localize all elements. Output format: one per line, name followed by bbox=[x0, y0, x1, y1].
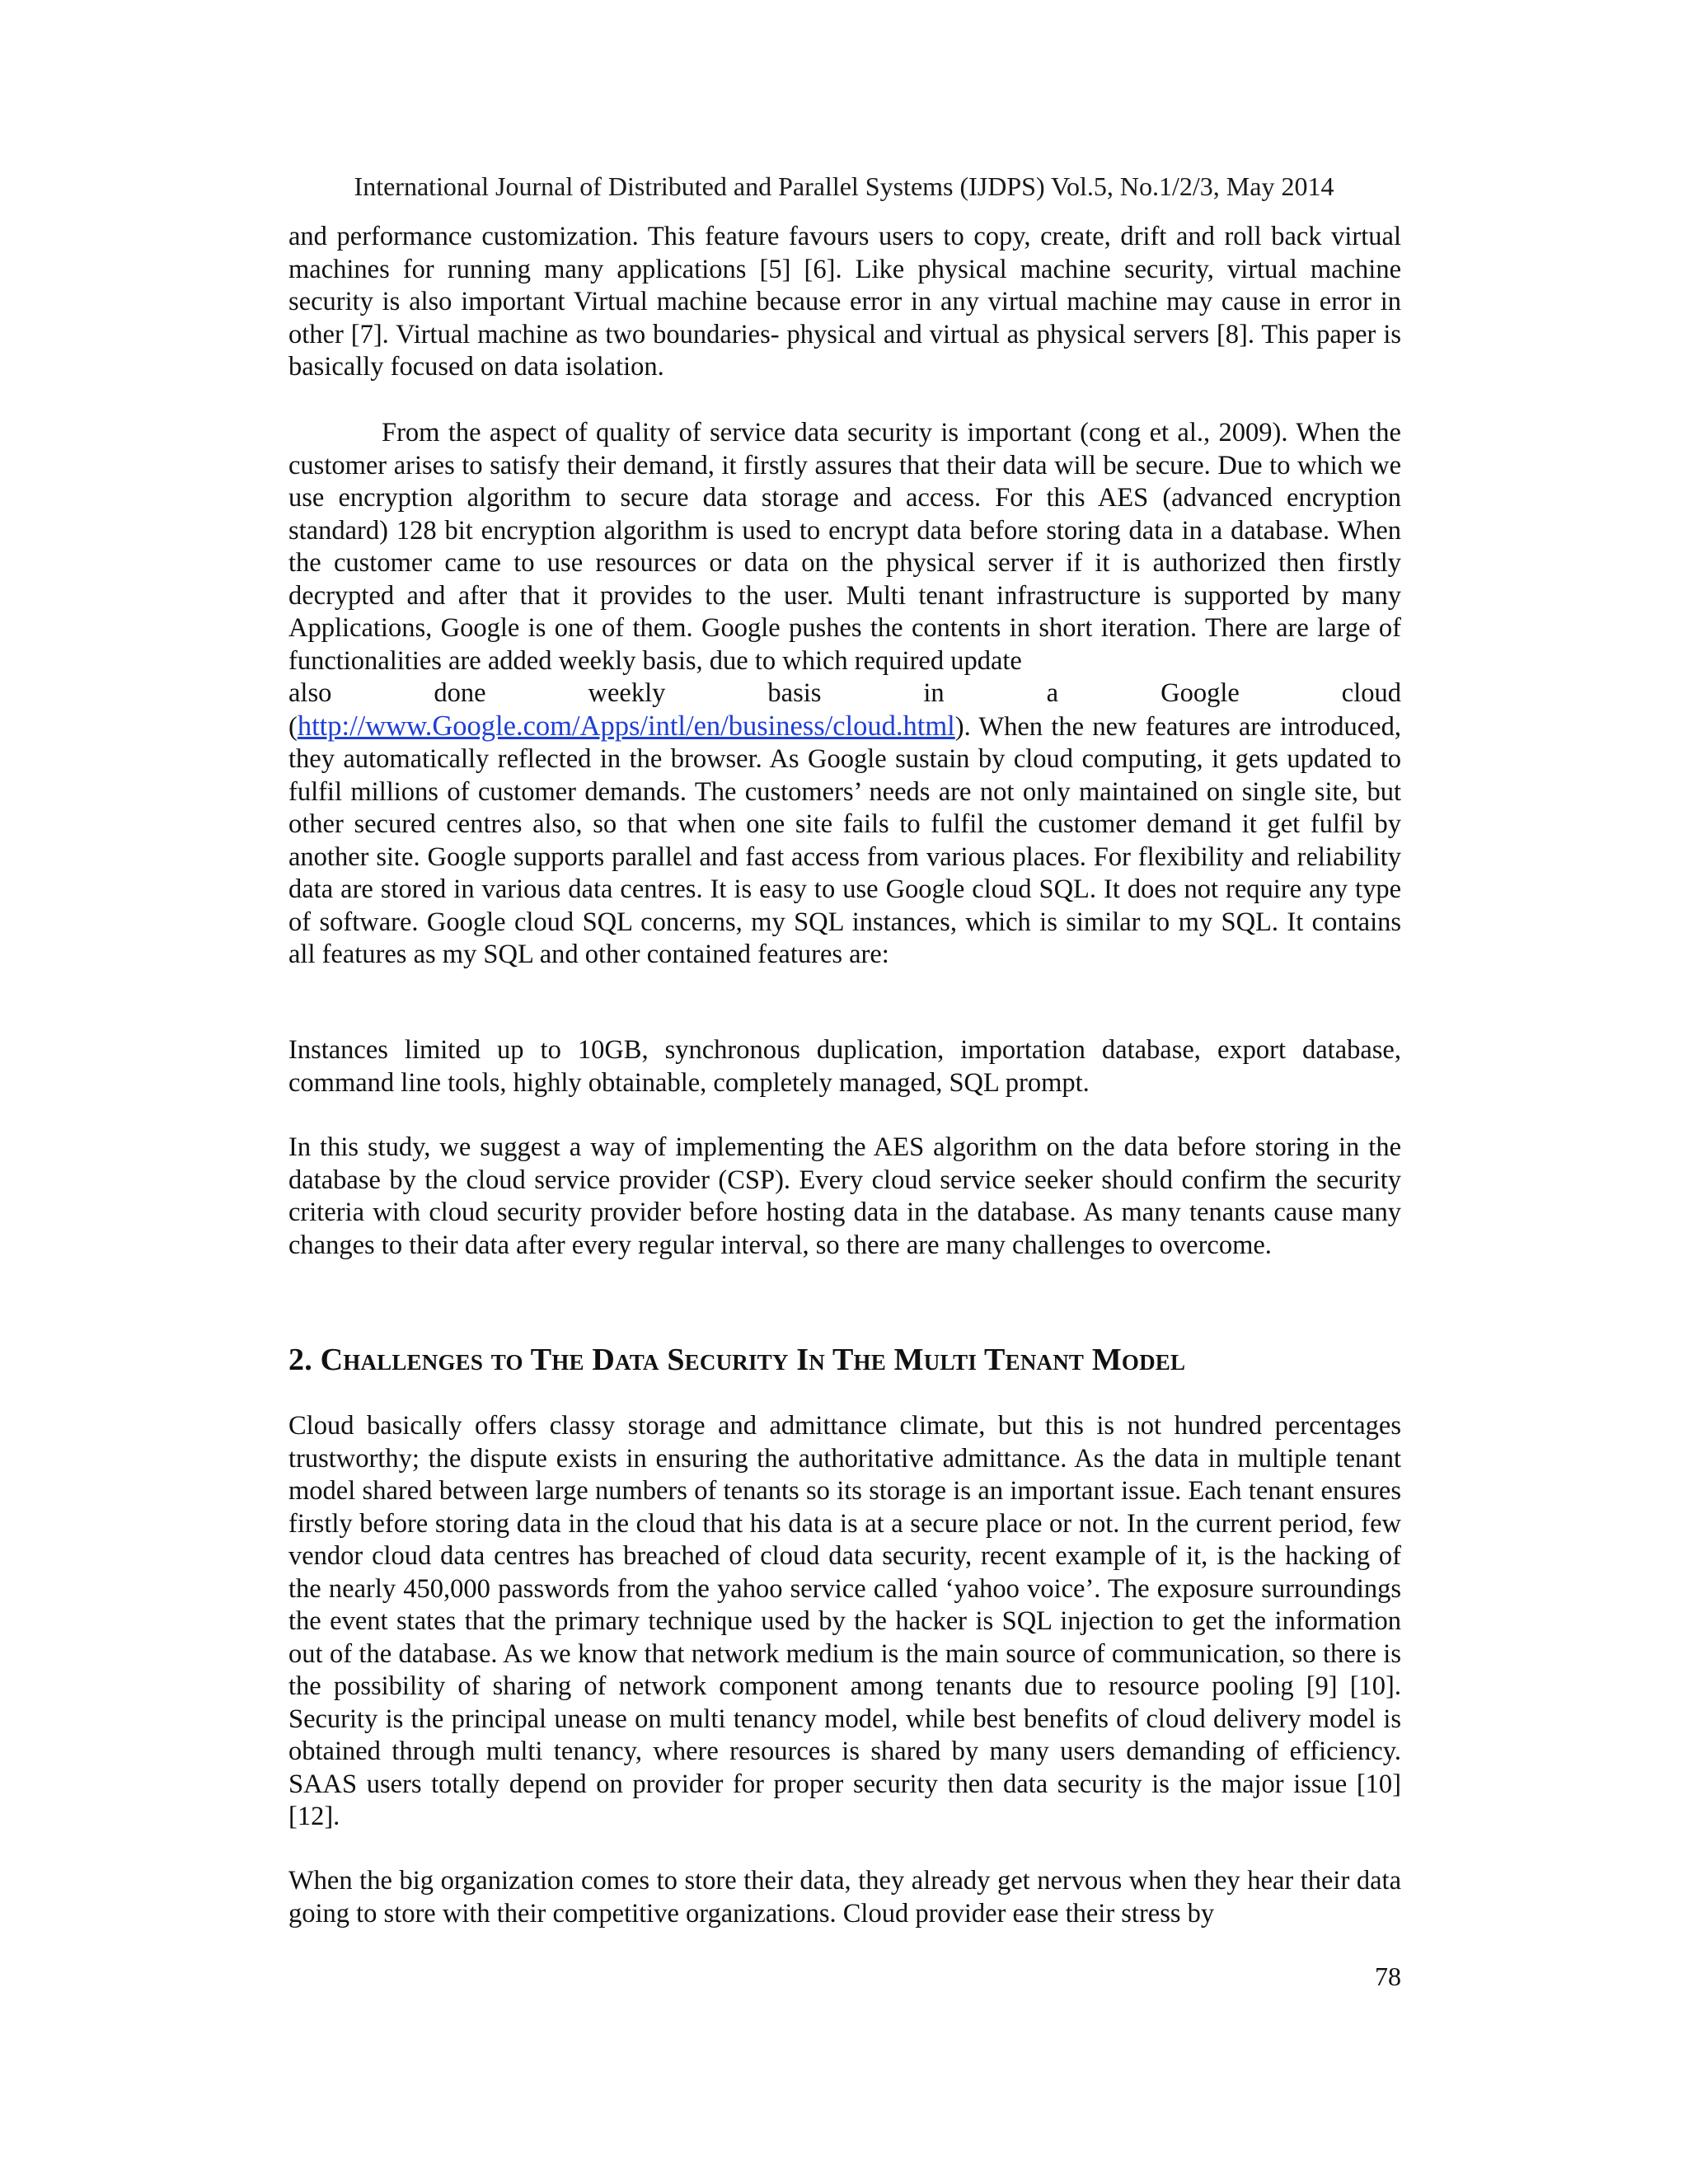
paragraph-spread-line: also done weekly basis in a Google cloud bbox=[288, 678, 1401, 708]
page-header: International Journal of Distributed and Parallel Systems (IJDPS) Vol.5, No.1/2/3, May 2014 bbox=[354, 171, 1334, 201]
paragraph-data-security-lead: From the aspect of quality of service data security is important (cong et al., 2009). When the customer arises to satisfy their demand, it firstly assures that their data will be secure. Due to which we use encryption algorithm to secure data storage and access. For this AES (advanced encryption standard) 128 bit encryption algorithm is used to encrypt data before storing data in a database. When the customer came to use resources or data on the physical server if it is authorized then firstly decrypted and after that it provides to the user. Multi tenant infrastructure is supported by many Applications, Google is one of them. Google pushes the contents in short iteration. There are large of functionalities are added weekly basis, due to which required update bbox=[288, 418, 1401, 676]
google-cloud-link[interactable]: http://www.Google.com/Apps/intl/en/business/cloud.html bbox=[297, 710, 955, 742]
paragraph-virtual-machines: and performance customization. This feature favours users to copy, create, drift and roll back virtual machines for running many applications [5] [6]. Like physical machine security, virtual machine security is also important Virtual machine because error in any virtual machine may cause in error in other [7]. Virtual machine as two boundaries- physical and virtual as physical servers [8]. This paper is basically focused on data isolation. bbox=[288, 222, 1401, 382]
paragraph-aes-study: In this study, we suggest a way of implementing the AES algorithm on the data before storing in the database by the cloud service provider (CSP). Every cloud service seeker should confirm the security criteria with cloud security provider before hosting data in the database. As many tenants cause many changes to their data after every regular interval, so there are many challenges to overcome. bbox=[288, 1132, 1401, 1260]
page-number: 78 bbox=[1375, 1961, 1401, 1991]
paragraph-sql-features: Instances limited up to 10GB, synchronous duplication, importation database, export database, command line tools, highly obtainable, completely managed, SQL prompt. bbox=[288, 1035, 1401, 1098]
intro-continuation-paragraph bbox=[288, 221, 1401, 384]
paragraph-google-rest: ). When the new features are introduced, they automatically reflected in the browser. As Google sustain by cloud computing, it gets updated to fulfil millions of customer demands. The customers’ needs are not only maintained on single site, but other secured centres also, so that when one site fails to fulfil the customer demand it get fulfil by another site. Google supports parallel and fast access from various places. For flexibility and reliability data are stored in various data centres. It is easy to use Google cloud SQL. It does not require any type of software. Google cloud SQL concerns, my SQL instances, which is similar to my SQL. It contains all features as my SQL and other contained features are: bbox=[288, 711, 1401, 969]
google-cloud-paragraph bbox=[288, 417, 1401, 972]
paragraph-google-features bbox=[288, 710, 1401, 972]
features-list-paragraph bbox=[288, 1034, 1401, 1099]
section-heading: 2. Challenges to The Data Security In The Multi Tenant Model bbox=[288, 1343, 1186, 1377]
challenges-paragraph bbox=[288, 1410, 1401, 1834]
paragraph-big-organization: When the big organization comes to store their data, they already get nervous when they hear their data going to store with their competitive organizations. Cloud provider ease their stress by bbox=[288, 1866, 1401, 1929]
paren-open: ( bbox=[288, 711, 298, 742]
organization-paragraph bbox=[288, 1865, 1401, 1930]
paragraph-multi-tenant-challenges: Cloud basically offers classy storage and admittance climate, but this is not hundred percentages trustworthy; the dispute exists in ensuring the authoritative admittance. As the data in multiple tenant model shared between large numbers of tenants so its storage is an important issue. Each tenant ensures firstly before storing data in the cloud that his data is at a secure place or not. In the current period, few vendor cloud data centres has breached of cloud data security, recent example of it, is the hacking of the nearly 450,000 passwords from the yahoo service called ‘yahoo voice’. The exposure surroundings the event states that the primary technique used by the hacker is SQL injection to get the information out of the database. As we know that network medium is the main source of communication, so there is the possibility of sharing of network component among tenants due to resource pooling [9] [10]. Security is the principal unease on multi tenancy model, while best benefits of cloud delivery model is obtained through multi tenancy, where resources is shared by many users demanding of efficiency. SAAS users totally depend on provider for proper security then data security is the major issue [10] [12]. bbox=[288, 1411, 1401, 1831]
study-paragraph bbox=[288, 1132, 1401, 1262]
